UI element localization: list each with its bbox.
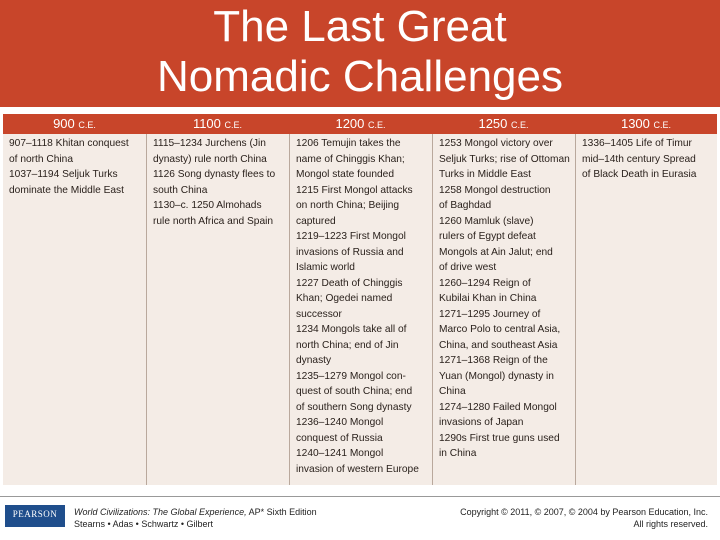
header-era: C.E. [78,120,96,130]
header-year: 1100 [192,116,221,131]
title-line-2: Nomadic Challenges [157,52,563,101]
timeline-table [3,114,717,485]
title-bar [0,0,720,107]
header-year: 1250 [478,116,508,131]
header-year: 1200 [335,116,365,131]
column-entries: 1253 Mongol victory over Seljuk Turks; rise of Ottoman Turks in Middle East 1258 Mongol destruction of Baghdad 1260 Mamluk (slave) rulers of Egypt defeat Mongols at Ain Jalut; end of drive west 1260–1294 Reign of Kubilai Khan in China 1271–1295 Journey of Marco Polo to central Asia, China, and southeast Asia 1271–1368 Reign of the Yuan (Mongol) dynasty in China 1274–1280 Failed Mongol invasions of Japan 1290s First true guns used in China [439,138,570,459]
footer-divider [0,496,720,497]
book-authors: Stearns • Adas • Schwartz • Gilbert [74,519,214,529]
column-entries: 1115–1234 Jurchens (Jin dynasty) rule north China 1126 Song dynasty flees to south China 1130–c. 1250 Almohads rule north Africa and Spain [153,138,276,227]
header-1250 [432,114,575,134]
column-entries: 1206 Temujin takes the name of Chinggis Khan; Mongol state founded 1215 First Mongol attacks on north China; Beijing captured 1219–1223 First Mongol invasions of Russia and Islamic world 1227 Death of Chinggis Khan; Ogedei named successor 1234 Mongols take all of north China; end of Jin dynasty 1235–1279 Mongol con- quest of south China; end of southern Song dynasty 1236–1240 Mongol conquest of Russia 1240–1241 Mongol invasion of western Europe [296,138,419,475]
book-title-line [74,506,317,518]
header-1300 [575,114,717,134]
rights-line: All rights reserved. [633,519,708,529]
pearson-logo [5,505,65,527]
header-era: C.E. [511,120,529,130]
header-era: C.E. [653,120,672,130]
column-1200 [289,134,432,485]
logo-text: PEARSON [12,509,58,519]
column-entries: 1336–1405 Life of Timur mid–14th century Spread of Black Death in Eurasia [582,138,697,180]
header-year: 1300 [620,116,650,131]
header-900 [3,114,146,134]
header-1200 [289,114,432,134]
copyright-line: Copyright © 2011, © 2007, © 2004 by Pearson Education, Inc. [460,507,708,517]
timeline-header-row [3,114,717,134]
column-1100 [146,134,289,485]
title-line-1: The Last Great [213,2,507,51]
column-entries: 907–1118 Khitan conquest of north China 1037–1194 Seljuk Turks dominate the Middle East [9,138,129,196]
book-title: World Civilizations: The Global Experience, [74,507,247,517]
book-citation [74,506,317,530]
book-edition: AP* Sixth Edition [246,507,317,517]
column-900 [3,134,146,485]
column-1300 [575,134,717,485]
copyright-notice [460,506,708,530]
header-1100 [146,114,289,134]
header-year: 900 [53,116,75,131]
column-1250 [432,134,575,485]
header-era: C.E. [224,120,243,130]
header-era: C.E. [368,120,386,130]
slide-title [0,2,720,102]
